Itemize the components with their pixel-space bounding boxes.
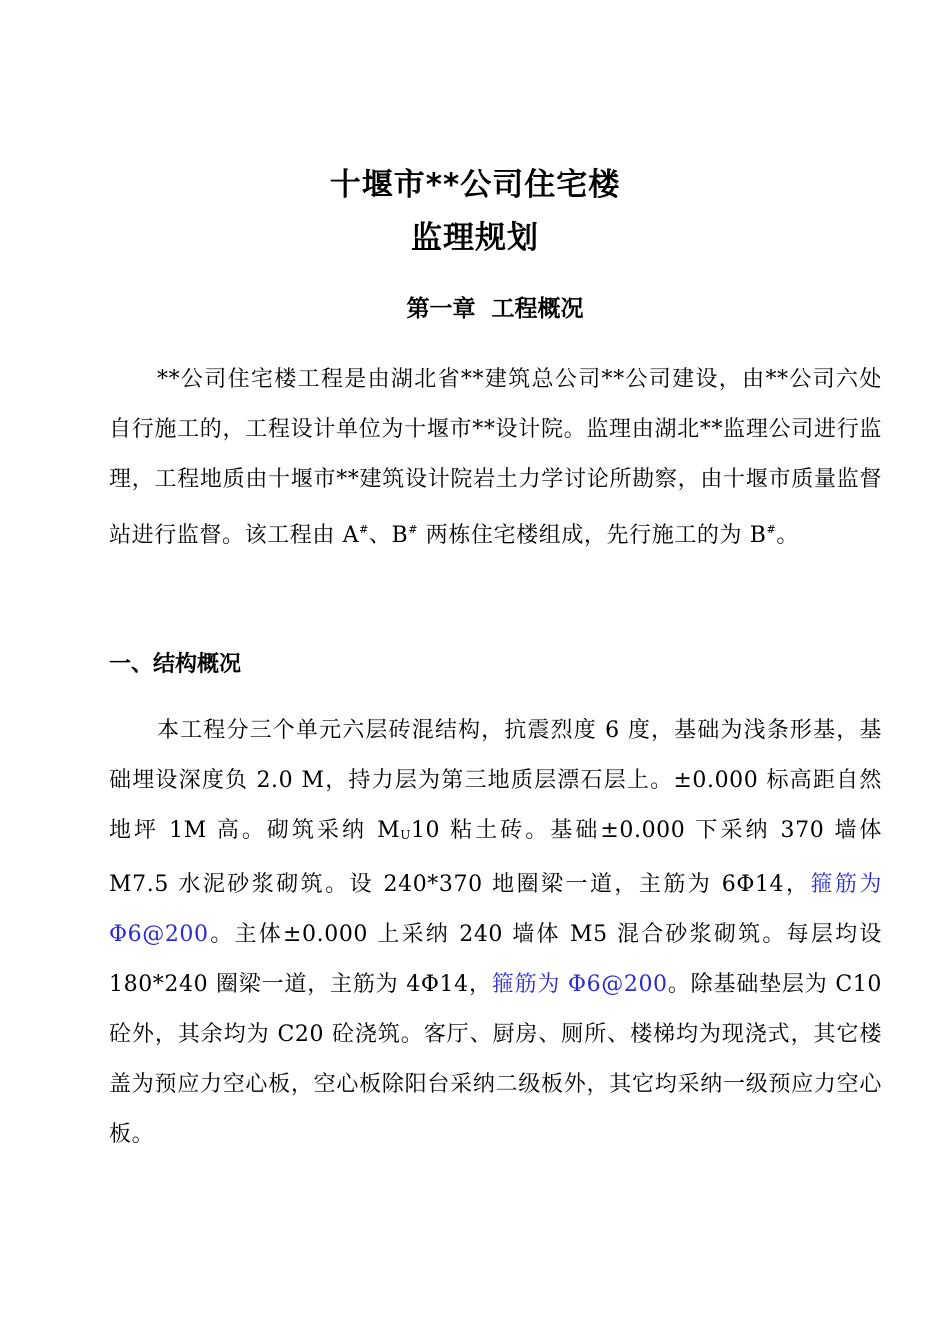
intro-text-4: 。 bbox=[776, 523, 799, 548]
structure-text-1: 本工程分三个单元六层砖混结构，抗震烈度 6 度，基础为浅条形基，基础埋设深度负 2.0 M，持力层为第三地质层漂石层上。±0.000 标高距自然地坪 1M 高。砌筑采纳 M bbox=[109, 718, 882, 843]
intro-paragraph bbox=[109, 355, 882, 561]
document-title-line2: 监理规划 bbox=[411, 220, 539, 256]
structure-highlight-stirrup-1: 箍筋为 Φ6@200 bbox=[109, 872, 882, 947]
intro-superscript-a: # bbox=[359, 523, 369, 536]
intro-superscript-b: # bbox=[408, 523, 419, 536]
document-title-line1: 十堰市**公司住宅楼 bbox=[329, 167, 621, 203]
structure-highlight-stirrup-2: 箍筋为 Φ6@200 bbox=[491, 972, 668, 997]
intro-text-2: 、B bbox=[368, 523, 409, 548]
intro-superscript-b2: # bbox=[766, 523, 777, 536]
intro-text-1: **公司住宅楼工程是由湖北省**建筑总公司**公司建设，由**公司六处自行施工的，工程设计单位为十堰市**设计院。监理由湖北**监理公司进行监理，工程地质由十堰市**建筑设计院岩土力学讨论所勘察，由十堰市质量监督站进行监督。该工程由 A bbox=[109, 367, 882, 548]
structure-paragraph bbox=[109, 706, 882, 1160]
section-heading-structure: 一、结构概况 bbox=[109, 652, 242, 677]
structure-text-3: 。主体±0.000 上采纳 240 墙体 M5 混合砂浆砌筑。每层均设 180*240 圈梁一道，主筋为 4Φ14， bbox=[109, 922, 882, 997]
structure-text-4: 。除基础垫层为 C10 砼外，其余均为 C20 砼浇筑。客厅、厨房、厕所、楼梯均为现浇式，其它楼盖为预应力空心板，空心板除阳台采纳二级板外，其它均采纳一级预应力空心板。 bbox=[109, 972, 882, 1147]
structure-subscript-u: U bbox=[400, 828, 411, 842]
chapter-heading: 第一章 工程概况 bbox=[406, 296, 584, 322]
intro-text-3: 两栋住宅楼组成，先行施工的为 B bbox=[418, 523, 767, 548]
structure-text-2: 10 粘土砖。基础±0.000 下采纳 370 墙体 M7.5 水泥砂浆砌筑。设 240*370 地圈梁一道，主筋为 6Φ14， bbox=[109, 818, 882, 897]
